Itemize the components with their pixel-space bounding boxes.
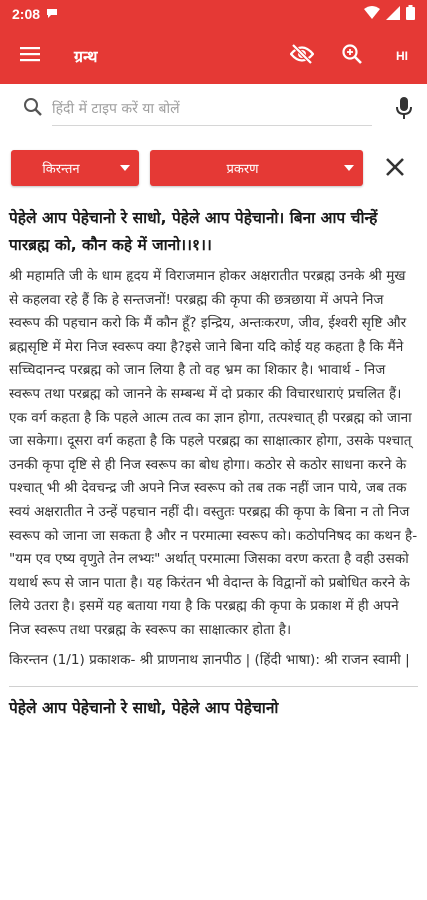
kirantan-dropdown[interactable] xyxy=(11,150,139,186)
zoom-icon xyxy=(341,43,363,69)
eye-off-icon xyxy=(290,43,314,69)
source-text: किरन्तन (1/1) प्रकाशक- श्री प्राणनाथ ज्ञानपीठ | (हिंदी भाषा): श्री राजन स्वामी | xyxy=(9,651,410,668)
search-input[interactable] xyxy=(52,92,372,126)
next-verse-text: पेहेले आप पेहेचानो रे साधो, पेहेले आप पेहेचानो xyxy=(9,699,279,718)
signal-icon xyxy=(386,6,400,23)
menu-icon xyxy=(20,46,40,66)
chat-icon xyxy=(46,7,58,22)
prakaran-dropdown[interactable] xyxy=(150,150,363,186)
search-icon xyxy=(22,96,44,122)
wifi-icon xyxy=(364,6,380,23)
mic-icon[interactable] xyxy=(395,96,413,124)
search-bar xyxy=(0,84,427,132)
language-button[interactable]: HI xyxy=(396,49,408,63)
zoom-button[interactable] xyxy=(327,28,377,84)
verse-text: पेहेले आप पेहेचानो रे साधो, पेहेले आप पेहेचानो। बिना आप चीन्हें पारब्रह्म को, कौन कहे में जानो।।१।। xyxy=(9,209,378,254)
filter-row xyxy=(0,148,427,188)
status-bar xyxy=(0,0,427,28)
battery-icon xyxy=(406,5,415,23)
app-bar xyxy=(0,28,427,84)
caret-down-icon xyxy=(335,165,363,171)
commentary-text: श्री महामति जी के धाम हृदय में विराजमान होकर अक्षरातीत परब्रह्म उनके श्री मुख से कहलवा रहे हैं कि हे सन्तजनों! परब्रह्म की कृपा की छत्रछाया में अपने निज स्वरूप की पहचान करो कि मैं कौन हूँ? इन्द्रिय, अन्तःकरण, जीव, ईश्वरी सृष्टि और ब्रह्मसृष्टि में मेरा निज स्वरूप क्या है?इसे जाने बिना यदि कोई यह कहता है कि मैंने सच्चिदानन्द परब्रह्म को जान लिया है तो वह भ्रम का शिकार है। भावार्थ - निज स्वरूप तथा परब्रह्म को जानने के सम्बन्ध में दो प्रकार की विचारधाराएं प्रचलित हैं। एक वर्ग कहता है कि पहले आत्म तत्व का ज्ञान होगा, तत्पश्चात् ही परब्रह्म को जाना जा सकेगा। दूसरा वर्ग कहता है कि पहले परब्रह्म का साक्षात्कार होगा, उसके पश्चात् उनकी कृपा दृष्टि से ही निज स्वरूप का बोध होगा। कठोर से कठोर साधना करने के पश्चात् भी श्री देवचन्द्र जी अपने निज स्वरूप को तब तक नहीं जान पाये, जब तक स्वयं अक्षरातीत ने उन्हें पहचान नहीं दी। वस्तुतः परब्रह्म की कृपा के बिना न तो निज स्वरूप को जाना जा सकता है और न परमात्मा स्वरूप को। कठोपनिषद का कथन है- "यम एव एष्य वृणुते तेन लभ्यः" अर्थात् परमात्मा जिसका वरण करता है वही उसको यथार्थ रूप से जान पाता है। यह किरंतन भी वेदान्त के विद्वानों को प्रबोधित करने के लिये उतरा है। इसमें यह बताया गया है कि परब्रह्म की कृपा के प्रकाश में ही अपने निज स्वरूप तथा परब्रह्म के स्वरूप का साक्षात्कार होता है। xyxy=(9,268,418,638)
divider xyxy=(9,686,418,687)
menu-button[interactable] xyxy=(0,28,60,84)
status-time: 2:08 xyxy=(12,6,41,22)
caret-down-icon xyxy=(111,165,139,171)
verse-content xyxy=(0,205,427,717)
hide-button[interactable] xyxy=(277,28,327,84)
page-title: ग्रन्थ xyxy=(74,47,98,66)
close-icon xyxy=(385,157,405,181)
kirantan-dropdown-label: किरन्तन xyxy=(42,162,80,177)
close-button[interactable] xyxy=(380,154,410,184)
prakaran-dropdown-label: प्रकरण xyxy=(226,162,259,177)
